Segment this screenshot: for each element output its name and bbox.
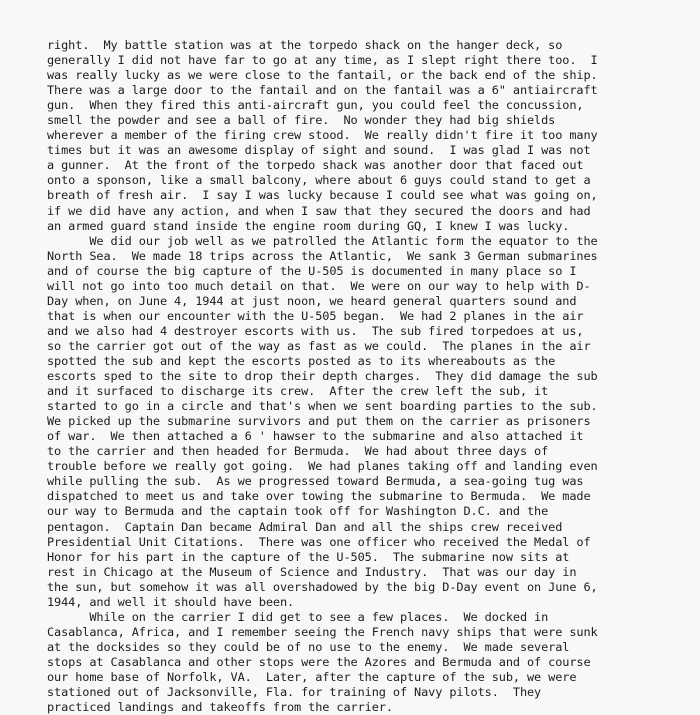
text-line: if we did have any action, and when I saw that they secured the doors and had [47,203,591,218]
text-line: the sun, but somehow it was all overshadowed by the big D-Day event on June 6, [47,579,598,594]
text-line: Honor for his part in the capture of the U-505. The submarine now sits at [47,549,570,564]
text-line: trouble before we really got going. We had planes taking off and landing even [47,459,598,474]
text-line: while pulling the sub. As we progressed toward Bermuda, a sea-going tug was [47,474,584,489]
text-line: so the carrier got out of the way as fast as we could. The planes in the air [47,338,591,353]
text-line: at the docksides so they could be of no use to the enemy. We made several [47,639,570,654]
text-line: stops at Casablanca and other stops were the Azores and Bermuda and of course [47,654,591,669]
text-line: started to go in a circle and that's when we sent boarding parties to the sub. [47,399,598,414]
text-line: North Sea. We made 18 trips across the Atlantic, We sank 3 German submarines [47,248,598,263]
text-line: dispatched to meet us and take over towing the submarine to Bermuda. We made [47,489,591,504]
text-line: stationed out of Jacksonville, Fla. for training of Navy pilots. They [47,685,542,700]
text-line: practiced landings and takeoffs from the carrier. [47,700,393,715]
text-line: was really lucky as we were close to the fantail, or the back end of the ship. [47,68,598,83]
text-line: pentagon. Captain Dan became Admiral Dan and all the ships crew received [47,519,563,534]
text-line: spotted the sub and kept the escorts posted as to its whereabouts as the [47,353,556,368]
text-line: times but it was an awesome display of sight and sound. I was glad I was not [47,143,591,158]
text-line: an armed guard stand inside the engine room during GQ, I knew I was lucky. [47,218,570,233]
text-line: and of course the big capture of the U-505 is documented in many place so I [47,263,577,278]
text-line: breath of fresh air. I say I was lucky because I could see what was going on, [47,188,598,203]
text-line: escorts sped to the site to drop their depth charges. They did damage the sub [47,369,598,384]
text-line: to the carrier and then headed for Bermuda. We had about three days of [47,444,549,459]
text-line: that is when our encounter with the U-505 began. We had 2 planes in the air [47,308,584,323]
text-line: 1944, and well it should have been. [47,594,295,609]
text-line: There was a large door to the fantail and on the fantail was a 6" antiaircraft [47,83,598,98]
text-line: a gunner. At the front of the torpedo shack was another door that faced out [47,158,584,173]
text-line: rest in Chicago at the Museum of Science and Industry. That was our day in [47,564,577,579]
document-body [47,38,687,715]
text-line: generally I did not have far to go at any time, as I slept right there too. I [47,53,598,68]
text-line: our home base of Norfolk, VA. Later, after the capture of the sub, we were [47,669,577,684]
text-line: Day when, on June 4, 1944 at just noon, we heard general quarters sound and [47,293,577,308]
text-line: onto a sponson, like a small balcony, where about 6 guys could stand to get a [47,173,591,188]
text-line: gun. When they fired this anti-aircraft gun, you could feel the concussion, [47,98,584,113]
text-line: We did our job well as we patrolled the Atlantic form the equator to the [47,233,598,248]
text-line: wherever a member of the firing crew stood. We really didn't fire it too many [47,128,598,143]
text-line: right. My battle station was at the torpedo shack on the hanger deck, so [47,38,563,52]
text-line: While on the carrier I did get to see a few places. We docked in [47,609,549,624]
text-line: and we also had 4 destroyer escorts with us. The sub fired torpedoes at us, [47,323,584,338]
text-line: and it surfaced to discharge its crew. After the crew left the sub, it [47,384,549,399]
text-line: smell the powder and see a ball of fire. No wonder they had big shields [47,113,556,128]
text-line: Presidential Unit Citations. There was one officer who received the Medal of [47,534,591,549]
text-line: will not go into too much detail on that. We were on our way to help with D- [47,278,591,293]
text-line: our way to Bermuda and the captain took off for Washington D.C. and the [47,504,549,519]
text-line: of war. We then attached a 6 ' hawser to the submarine and also attached it [47,429,584,444]
text-line: We picked up the submarine survivors and put them on the carrier as prisoners [47,414,591,429]
text-line: Casablanca, Africa, and I remember seeing the French navy ships that were sunk [47,624,598,639]
